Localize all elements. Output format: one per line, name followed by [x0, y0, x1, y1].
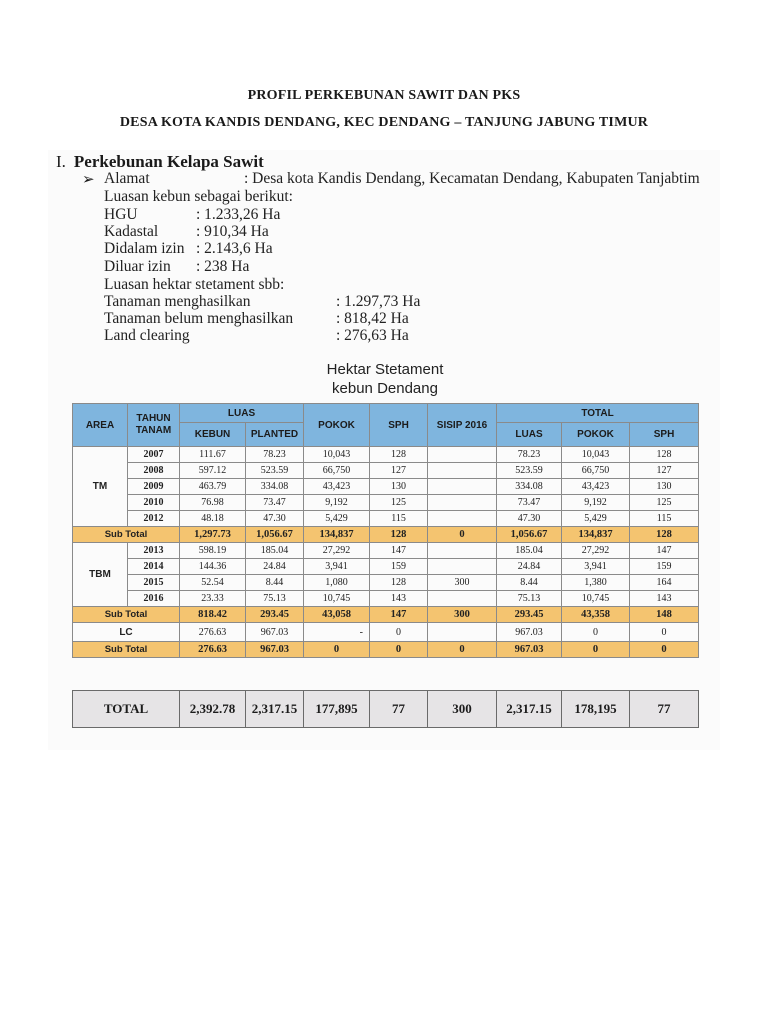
cell: 43,423	[304, 479, 370, 495]
cell: -	[304, 623, 370, 642]
cell: 130	[370, 479, 428, 495]
kadastal-value: : 910,34 Ha	[196, 223, 269, 240]
subtotal-label: Sub Total	[73, 527, 180, 543]
cell: 8.44	[246, 575, 304, 591]
total-cell: 2,317.15	[246, 691, 304, 728]
cell: 0	[630, 642, 699, 658]
cell: 5,429	[562, 511, 630, 527]
cell: 523.59	[497, 463, 562, 479]
cell: 73.47	[246, 495, 304, 511]
cell: 1,056.67	[497, 527, 562, 543]
section-heading	[56, 152, 264, 172]
cell: 598.19	[180, 543, 246, 559]
didalam-izin-value: : 2.143,6 Ha	[196, 240, 273, 257]
subtotal-row-lc	[73, 642, 699, 658]
area-tm: TM	[73, 447, 128, 527]
header-pokok: POKOK	[304, 404, 370, 447]
table-row	[73, 511, 699, 527]
tbm-value: : 818,42 Ha	[336, 310, 409, 327]
table-row-lc	[73, 623, 699, 642]
hektar-statement-table	[72, 403, 699, 658]
cell: 10,043	[304, 447, 370, 463]
cell: 144.36	[180, 559, 246, 575]
cell: 24.84	[497, 559, 562, 575]
area-tbm: TBM	[73, 543, 128, 607]
cell: 127	[630, 463, 699, 479]
cell: 147	[630, 543, 699, 559]
cell: 134,837	[304, 527, 370, 543]
cell: 0	[630, 623, 699, 642]
cell: 43,358	[562, 607, 630, 623]
table-row	[73, 463, 699, 479]
cell: 147	[370, 543, 428, 559]
total-cell: 77	[630, 691, 699, 728]
total-cell: 178,195	[562, 691, 630, 728]
table-title-line2: kebun Dendang	[332, 380, 438, 397]
cell: 125	[630, 495, 699, 511]
cell: 47.30	[497, 511, 562, 527]
table-row	[73, 575, 699, 591]
alamat-value: : Desa kota Kandis Dendang, Kecamatan Dendang, Kabupaten Tanjabtim	[244, 170, 700, 187]
cell	[428, 559, 497, 575]
cell: 818.42	[180, 607, 246, 623]
total-cell: 2,392.78	[180, 691, 246, 728]
cell: 0	[370, 623, 428, 642]
cell: 967.03	[246, 623, 304, 642]
cell	[428, 463, 497, 479]
cell: 43,058	[304, 607, 370, 623]
cell: 293.45	[497, 607, 562, 623]
document-subtitle: DESA KOTA KANDIS DENDANG, KEC DENDANG – TANJUNG JABUNG TIMUR	[119, 115, 649, 130]
year-cell: 2010	[128, 495, 180, 511]
header-total: TOTAL	[497, 404, 699, 423]
cell	[428, 511, 497, 527]
cell: 24.84	[246, 559, 304, 575]
cell: 73.47	[497, 495, 562, 511]
cell: 127	[370, 463, 428, 479]
header-planted: PLANTED	[246, 423, 304, 447]
grand-total-table	[72, 690, 699, 728]
cell: 967.03	[497, 642, 562, 658]
cell: 78.23	[497, 447, 562, 463]
cell: 10,745	[562, 591, 630, 607]
cell: 115	[630, 511, 699, 527]
cell: 523.59	[246, 463, 304, 479]
cell: 8.44	[497, 575, 562, 591]
cell: 3,941	[562, 559, 630, 575]
header-tahun-tanam: TAHUN TANAM	[128, 404, 180, 447]
tbm-label: Tanaman belum menghasilkan	[104, 310, 294, 327]
cell: 185.04	[246, 543, 304, 559]
total-cell: 77	[370, 691, 428, 728]
cell: 159	[370, 559, 428, 575]
cell	[428, 479, 497, 495]
cell: 185.04	[497, 543, 562, 559]
didalam-izin-label: Didalam izin	[104, 240, 185, 257]
table-row	[73, 479, 699, 495]
kadastal-label: Kadastal	[104, 223, 159, 240]
cell: 1,297.73	[180, 527, 246, 543]
year-cell: 2016	[128, 591, 180, 607]
cell: 1,380	[562, 575, 630, 591]
cell: 128	[630, 447, 699, 463]
cell: 0	[304, 642, 370, 658]
cell: 47.30	[246, 511, 304, 527]
cell: 1,080	[304, 575, 370, 591]
tm-value: : 1.297,73 Ha	[336, 293, 421, 310]
cell: 143	[370, 591, 428, 607]
cell	[428, 495, 497, 511]
header-luas: LUAS	[180, 404, 304, 423]
cell: 9,192	[562, 495, 630, 511]
year-cell: 2008	[128, 463, 180, 479]
table-row	[73, 543, 699, 559]
subtotal-label: Sub Total	[73, 642, 180, 658]
section-number: I.	[56, 152, 66, 171]
year-cell: 2012	[128, 511, 180, 527]
cell: 0	[562, 623, 630, 642]
cell	[428, 543, 497, 559]
cell: 0	[370, 642, 428, 658]
cell: 143	[630, 591, 699, 607]
total-cell: 2,317.15	[497, 691, 562, 728]
table-row	[73, 559, 699, 575]
cell: 52.54	[180, 575, 246, 591]
alamat-label: Alamat	[104, 170, 150, 187]
cell: 128	[370, 575, 428, 591]
statement-label: Luasan hektar stetament sbb:	[104, 276, 285, 293]
cell: 111.67	[180, 447, 246, 463]
cell: 276.63	[180, 623, 246, 642]
section-heading-text: Perkebunan Kelapa Sawit	[73, 152, 264, 171]
header-sisip: SISIP 2016	[428, 404, 497, 447]
header-total-sph: SPH	[630, 423, 699, 447]
cell: 334.08	[497, 479, 562, 495]
cell: 0	[562, 642, 630, 658]
year-cell: 2015	[128, 575, 180, 591]
cell: 115	[370, 511, 428, 527]
header-kebun: KEBUN	[180, 423, 246, 447]
cell: 463.79	[180, 479, 246, 495]
cell: 134,837	[562, 527, 630, 543]
hgu-value: : 1.233,26 Ha	[196, 206, 281, 223]
cell: 23.33	[180, 591, 246, 607]
lc-label: Land clearing	[104, 327, 190, 344]
cell: 43,423	[562, 479, 630, 495]
document-title: PROFIL PERKEBUNAN SAWIT DAN PKS	[247, 88, 521, 103]
hgu-label: HGU	[104, 206, 138, 223]
year-cell: 2009	[128, 479, 180, 495]
cell: 75.13	[497, 591, 562, 607]
cell: 967.03	[246, 642, 304, 658]
cell: 159	[630, 559, 699, 575]
cell: 5,429	[304, 511, 370, 527]
cell: 334.08	[246, 479, 304, 495]
cell: 293.45	[246, 607, 304, 623]
cell: 27,292	[304, 543, 370, 559]
cell: 0	[428, 642, 497, 658]
cell: 967.03	[497, 623, 562, 642]
cell: 128	[370, 527, 428, 543]
total-label: TOTAL	[73, 691, 180, 728]
header-total-luas: LUAS	[497, 423, 562, 447]
luasan-label: Luasan kebun sebagai berikut:	[104, 188, 293, 205]
cell	[428, 623, 497, 642]
cell: 164	[630, 575, 699, 591]
cell: 128	[630, 527, 699, 543]
cell: 75.13	[246, 591, 304, 607]
cell: 276.63	[180, 642, 246, 658]
subtotal-row-tm	[73, 527, 699, 543]
cell: 300	[428, 607, 497, 623]
table-row	[73, 447, 699, 463]
cell: 128	[370, 447, 428, 463]
header-total-pokok: POKOK	[562, 423, 630, 447]
header-area: AREA	[73, 404, 128, 447]
total-cell: 300	[428, 691, 497, 728]
total-row	[73, 691, 699, 728]
table-title-line1: Hektar Stetament	[326, 361, 444, 378]
cell	[428, 447, 497, 463]
tm-label: Tanaman menghasilkan	[104, 293, 251, 310]
subtotal-row-tbm	[73, 607, 699, 623]
cell: 300	[428, 575, 497, 591]
total-cell: 177,895	[304, 691, 370, 728]
cell: 66,750	[562, 463, 630, 479]
bullet-arrow-icon: ➢	[82, 172, 95, 188]
cell: 10,745	[304, 591, 370, 607]
table-row	[73, 591, 699, 607]
cell: 147	[370, 607, 428, 623]
diluar-izin-label: Diluar izin	[104, 258, 171, 275]
cell: 76.98	[180, 495, 246, 511]
cell: 125	[370, 495, 428, 511]
diluar-izin-value: : 238 Ha	[196, 258, 250, 275]
cell: 1,056.67	[246, 527, 304, 543]
area-lc: LC	[73, 623, 180, 642]
header-sph: SPH	[370, 404, 428, 447]
cell: 148	[630, 607, 699, 623]
cell: 0	[428, 527, 497, 543]
cell: 10,043	[562, 447, 630, 463]
cell: 78.23	[246, 447, 304, 463]
subtotal-label: Sub Total	[73, 607, 180, 623]
cell: 48.18	[180, 511, 246, 527]
cell: 9,192	[304, 495, 370, 511]
table-row	[73, 495, 699, 511]
year-cell: 2013	[128, 543, 180, 559]
cell	[428, 591, 497, 607]
cell: 3,941	[304, 559, 370, 575]
cell: 130	[630, 479, 699, 495]
year-cell: 2014	[128, 559, 180, 575]
cell: 27,292	[562, 543, 630, 559]
cell: 597.12	[180, 463, 246, 479]
year-cell: 2007	[128, 447, 180, 463]
cell: 66,750	[304, 463, 370, 479]
lc-value: : 276,63 Ha	[336, 327, 409, 344]
